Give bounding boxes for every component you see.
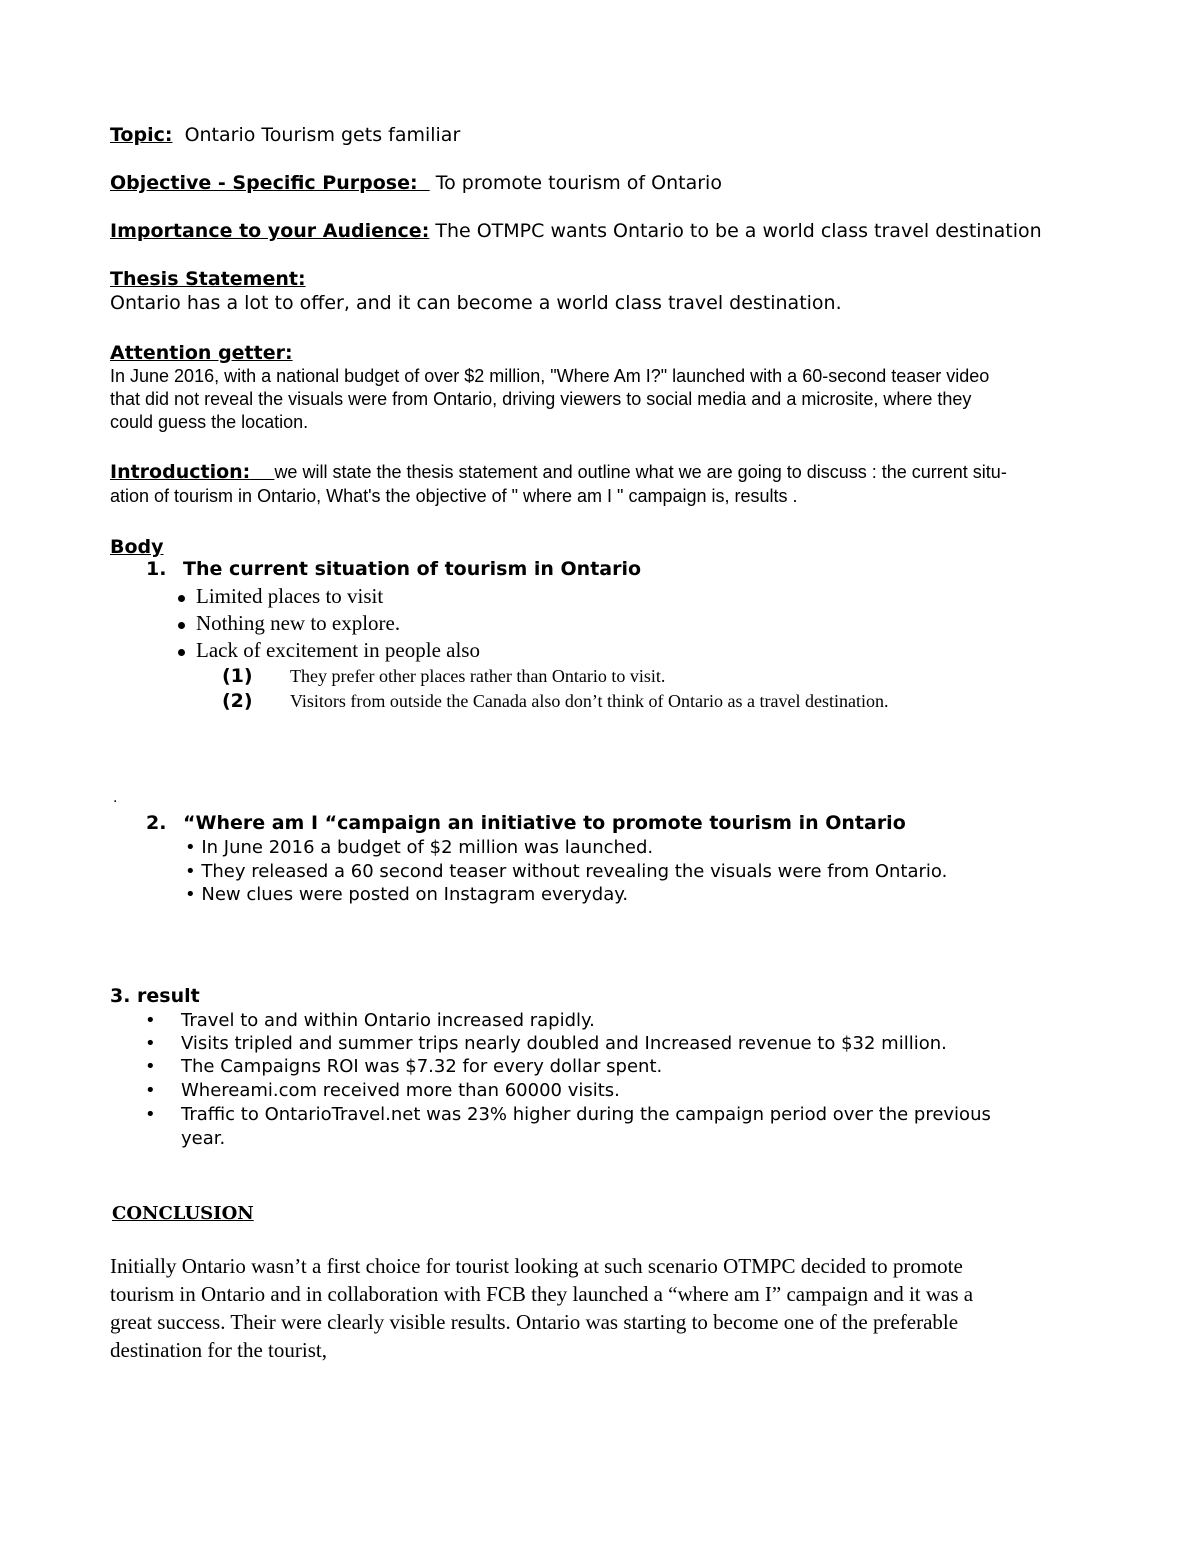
conclusion-line-3: great success. Their were clearly visible results. Ontario was starting to become one of the preferable (110, 1310, 959, 1334)
thesis-label-line (110, 268, 306, 290)
objective-label: Objective - Specific Purpose: (110, 172, 418, 194)
introduction-label: Introduction: (110, 461, 251, 483)
section2-heading (146, 812, 906, 834)
section2-bullet-2 (185, 861, 947, 882)
section3-bullet-3 (145, 1056, 662, 1077)
bullet-text: Nothing new to explore. (196, 611, 401, 635)
objective-line (110, 172, 722, 194)
section2-title: “Where am I “campaign an initiative to promote tourism in Ontario (183, 812, 906, 834)
section3-bullet-2 (145, 1033, 947, 1054)
section2-bullet-1 (185, 837, 653, 858)
section1-bullet-2 (178, 611, 400, 636)
conclusion-line-1: Initially Ontario wasn’t a first choice for tourist looking at such scenario OTMPC decided to promote (110, 1254, 963, 1278)
sub-number: (2) (222, 690, 253, 712)
bullet-text: New clues were posted on Instagram everyday. (201, 884, 629, 905)
bullet-icon: • (145, 1056, 156, 1077)
section3-bullet-4 (145, 1080, 620, 1101)
bullet-text: The Campaigns ROI was $7.32 for every dollar spent. (181, 1056, 663, 1077)
objective-text: To promote tourism of Ontario (435, 172, 722, 194)
bullet-icon (178, 622, 185, 629)
bullet-icon: • (145, 1033, 156, 1054)
section3-bullet-5-continuation: year. (181, 1128, 226, 1149)
section3-bullet-1 (145, 1010, 595, 1031)
bullet-text: Lack of excitement in people also (196, 638, 480, 662)
attention-line-3: could guess the location. (110, 412, 309, 432)
bullet-text: Travel to and within Ontario increased rapidly. (181, 1010, 595, 1031)
bullet-text: Traffic to OntarioTravel.net was 23% higher during the campaign period over the previous (181, 1104, 991, 1125)
bullet-icon (178, 649, 185, 656)
importance-text: The OTMPC wants Ontario to be a world class travel destination (435, 220, 1042, 242)
bullet-icon: • (145, 1010, 156, 1031)
sub-text: They prefer other places rather than Ontario to visit. (290, 666, 666, 686)
attention-label-line (110, 342, 293, 364)
bullet-text: Visits tripled and summer trips nearly doubled and Increased revenue to $32 million. (181, 1033, 947, 1054)
bullet-icon: • (145, 1080, 156, 1101)
section3-heading: 3. result (110, 985, 200, 1007)
section1-sub-1 (222, 665, 665, 687)
section2-number: 2. (146, 812, 167, 834)
sub-text: Visitors from outside the Canada also don’t think of Ontario as a travel destination. (290, 691, 889, 711)
topic-line (110, 124, 460, 146)
attention-label: Attention getter: (110, 342, 293, 364)
section1-bullet-1 (178, 584, 383, 609)
bullet-icon (178, 595, 185, 602)
introduction-line-1-wrap (110, 461, 1007, 483)
bullet-icon: • (185, 837, 196, 858)
section1-bullet-3 (178, 638, 480, 663)
bullet-icon: • (145, 1104, 156, 1125)
sub-number: (1) (222, 665, 253, 687)
section1-number: 1. (146, 558, 167, 580)
introduction-line-2: ation of tourism in Ontario, What's the objective of " where am I " campaign is, results . (110, 486, 798, 506)
section1-sub-2 (222, 690, 888, 712)
introduction-line-1: we will state the thesis statement and outline what we are going to discuss : the current situ- (274, 462, 1007, 482)
bullet-text: Whereami.com received more than 60000 visits. (181, 1080, 620, 1101)
section1-heading (146, 558, 641, 580)
stray-dot: . (113, 790, 118, 806)
bullet-text: In June 2016 a budget of $2 million was launched. (201, 837, 654, 858)
section2-bullet-3 (185, 884, 628, 905)
conclusion-line-2: tourism in Ontario and in collaboration with FCB they launched a “where am I” campaign and it was a (110, 1282, 974, 1306)
attention-line-2: that did not reveal the visuals were from Ontario, driving viewers to social media and a microsite, where they (110, 389, 972, 409)
conclusion-line-4: destination for the tourist, (110, 1338, 327, 1362)
thesis-text: Ontario has a lot to offer, and it can become a world class travel destination. (110, 292, 842, 314)
topic-text: Ontario Tourism gets familiar (184, 124, 461, 146)
importance-label: Importance to your Audience: (110, 220, 430, 242)
importance-line (110, 220, 1042, 242)
bullet-icon: • (185, 884, 196, 905)
attention-line-1: In June 2016, with a national budget of over $2 million, "Where Am I?" launched with a 60-second teaser video (110, 366, 990, 386)
bullet-text: Limited places to visit (196, 584, 384, 608)
topic-label: Topic: (110, 124, 173, 146)
bullet-icon: • (185, 861, 196, 882)
body-label-line (110, 536, 164, 558)
section1-title: The current situation of tourism in Ontario (183, 558, 642, 580)
section3-bullet-5 (145, 1104, 991, 1125)
body-label: Body (110, 536, 164, 558)
bullet-text: They released a 60 second teaser without revealing the visuals were from Ontario. (201, 861, 948, 882)
thesis-label: Thesis Statement: (110, 268, 306, 290)
conclusion-label: CONCLUSION (112, 1203, 254, 1224)
